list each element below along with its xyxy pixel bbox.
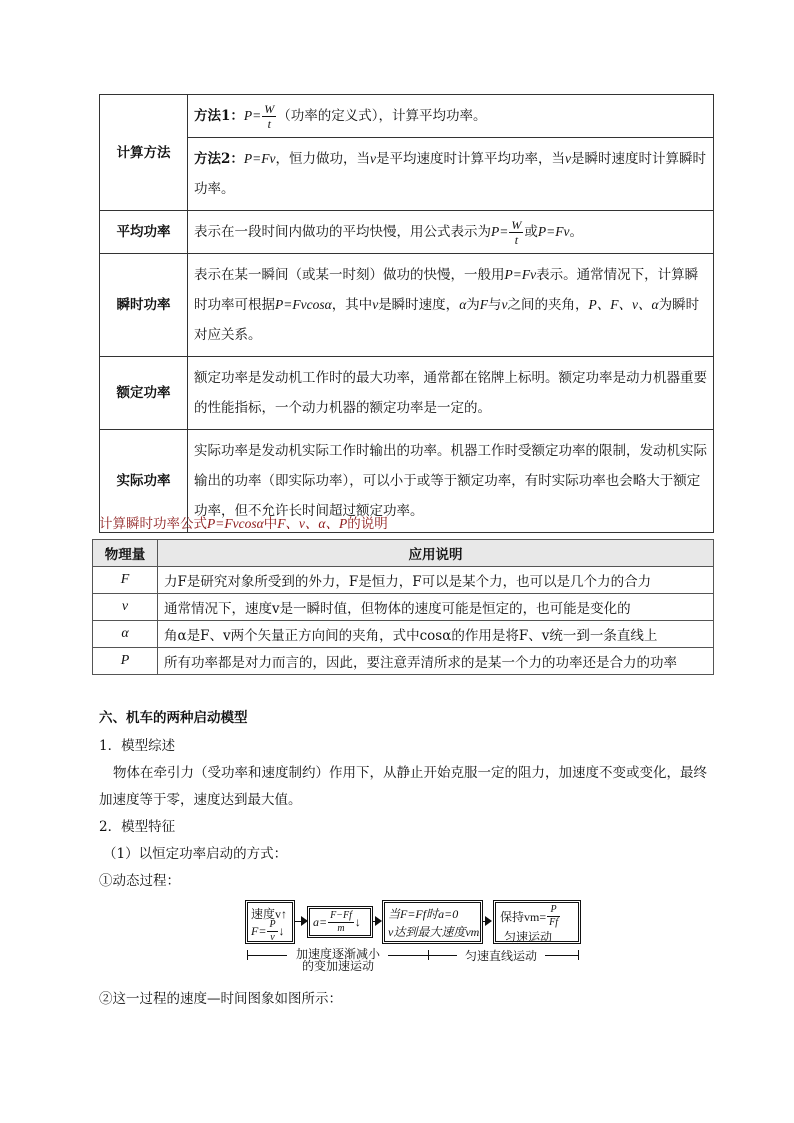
flow-box-max-velocity: 当F=Ff时a=0 v达到最大速度vm: [384, 902, 481, 942]
subheading-model-features: 2．模型特征: [99, 819, 176, 835]
average-power-cell: 表示在一段时间内做功的平均快慢，用公式表示为P= $\frac{W}{t}$ 或P=Fv。: [188, 211, 714, 254]
phase-label-variable-acceleration: 加速度逐渐减小 的变加速运动: [295, 947, 380, 973]
method1-cell: 方法1：P= $\frac{W}{t}$ （功率的定义式），计算平均功率。: [188, 95, 714, 138]
quantity-symbol: F: [93, 567, 158, 594]
flow-box-acceleration: a= $\frac{F-Ff}{m}$ ↓: [309, 908, 371, 936]
fraction-w-over-t: $\frac{W}{t}$: [264, 102, 275, 131]
quantity-symbol: α: [93, 621, 158, 648]
table-row: [100, 254, 714, 357]
table2-caption: 计算瞬时功率公式P=Fvcosα中F、v、α、P的说明: [99, 516, 388, 532]
quantity-symbol: P: [93, 648, 158, 675]
phase-label-uniform-motion: 匀速直线运动: [464, 949, 537, 963]
arrow-right-icon: [485, 916, 492, 926]
subheading-model-overview: 1．模型综述: [99, 738, 176, 754]
section-heading: 六、机车的两种启动模型: [99, 710, 248, 726]
table-row: [100, 95, 714, 138]
formula-explanation-table: [92, 539, 714, 675]
quantity-symbol: v: [93, 594, 158, 621]
method2-cell: 方法2：P=Fv，恒力做功，当v是平均速度时计算平均功率，当v是瞬时速度时计算瞬时功率。: [188, 138, 714, 211]
row-head-instant-power: 瞬时功率: [100, 254, 188, 357]
table-row: [100, 211, 714, 254]
table-row: [100, 357, 714, 430]
col-header-explanation: 应用说明: [158, 540, 714, 567]
table-row: [100, 138, 714, 211]
subheading-constant-power: （1）以恒定功率启动的方式：: [103, 846, 288, 862]
row-head-average-power: 平均功率: [100, 211, 188, 254]
subheading-vt-graph: ②这一过程的速度—时间图象如图所示：: [99, 991, 342, 1007]
flow-box-velocity: 速度v↑ F= $\frac{P}{v}$ ↓: [247, 902, 293, 942]
rated-power-cell: 额定功率是发动机工作时的最大功率，通常都在铭牌上标明。额定功率是动力机器重要的性能指标，一个动力机器的额定功率是一定的。: [188, 357, 714, 430]
fraction-w-over-t: $\frac{W}{t}$: [511, 218, 522, 247]
row-head-rated-power: 额定功率: [100, 357, 188, 430]
arrow-right-icon: [301, 916, 308, 926]
table-row: [93, 567, 714, 594]
table-row: [93, 648, 714, 675]
row-head-calc-method: 计算方法: [100, 95, 188, 211]
row-head-actual-power: 实际功率: [100, 430, 188, 533]
actual-power-cell: 实际功率是发动机实际工作时输出的功率。机器工作时受额定功率的限制，发动机实际输出的功率（即实际功率），可以小于或等于额定功率，有时实际功率也会略大于额定功率，但不允许长时间超过额定功率。: [188, 430, 714, 533]
paragraph-line: 物体在牵引力（受功率和速度制约）作用下，从静止开始克服一定的阻力，加速度不变或变化，最终: [113, 765, 707, 781]
dynamic-process-diagram: [245, 898, 585, 974]
quantity-explanation: 所有功率都是对力而言的，因此，要注意弄清所求的是某一个力的功率还是合力的功率: [158, 648, 714, 675]
subheading-dynamic-process: ①动态过程：: [99, 873, 180, 889]
arrow-right-icon: [375, 916, 382, 926]
flow-box-uniform-motion: 保持vm= $\frac{P}{Ff}$ 匀速运动: [495, 902, 579, 942]
quantity-explanation: 力F是研究对象所受到的外力，F是恒力，F可以是某个力，也可以是几个力的合力: [158, 567, 714, 594]
quantity-explanation: 角α是F、v两个矢量正方向间的夹角，式中cosα的作用是将F、v统一到一条直线上: [158, 621, 714, 648]
quantity-explanation: 通常情况下，速度v是一瞬时值，但物体的速度可能是恒定的，也可能是变化的: [158, 594, 714, 621]
power-concepts-table: [99, 94, 714, 533]
table-row: [93, 594, 714, 621]
paragraph-line: 加速度等于零，速度达到最大值。: [99, 792, 302, 808]
instant-power-cell: 表示在某一瞬间（或某一时刻）做功的快慢，一般用P=Fv表示。通常情况下，计算瞬时功率可根据P=Fvcosα，其中v是瞬时速度，α为F与v之间的夹角，P、F、v、α为瞬时对应关系。: [188, 254, 714, 357]
table-header-row: [93, 540, 714, 567]
col-header-quantity: 物理量: [93, 540, 158, 567]
table-row: [93, 621, 714, 648]
